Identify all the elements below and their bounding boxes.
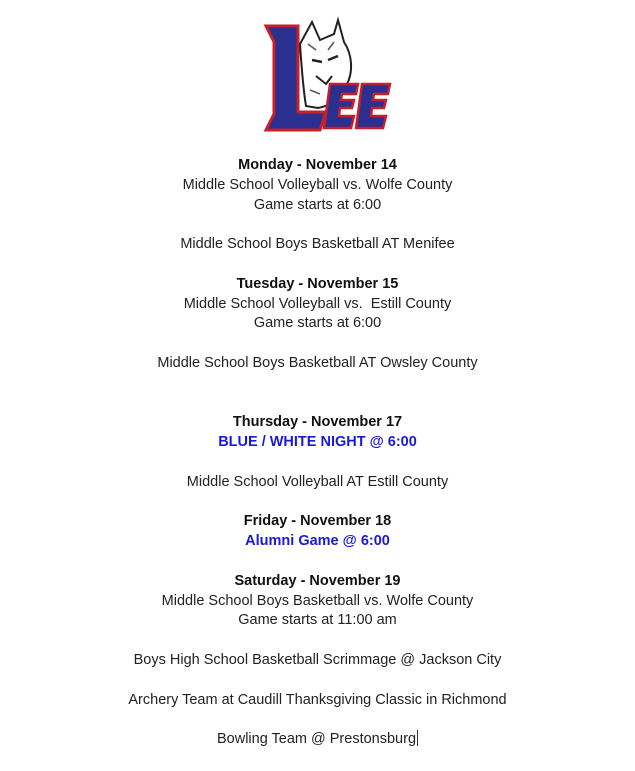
spacer: [0, 374, 635, 414]
spacer: [0, 453, 635, 473]
lee-wildcat-logo-icon: [260, 14, 400, 136]
event-line: Middle School Volleyball vs. Estill County: [183, 295, 452, 312]
highlight-event: BLUE / WHITE NIGHT @ 6:00: [218, 434, 417, 451]
day-heading: Tuesday - November 15: [236, 275, 399, 292]
event-line: Middle School Volleyball AT Estill County: [186, 473, 449, 490]
spacer: [0, 552, 635, 572]
event-line-last[interactable]: [0, 730, 635, 750]
event-line: Boys High School Basketball Scrimmage @ Jackson City: [133, 651, 502, 668]
day-heading: Monday - November 14: [238, 157, 397, 173]
spacer: [0, 255, 635, 275]
event-line: Middle School Boys Basketball vs. Wolfe County: [161, 592, 474, 609]
day-heading: Thursday - November 17: [232, 414, 403, 431]
text-cursor: [417, 730, 418, 746]
event-time: Game starts at 11:00 am: [238, 612, 397, 629]
event-line: Middle School Boys Basketball AT Menifee: [180, 236, 455, 253]
event-line: Archery Team at Caudill Thanksgiving Classic in Richmond: [128, 691, 507, 708]
day-heading: Saturday - November 19: [234, 572, 401, 589]
event-line: Middle School Volleyball vs. Wolfe County: [182, 176, 453, 193]
spacer: [0, 631, 635, 651]
day-heading: Friday - November 18: [243, 513, 392, 530]
lee-logo: [260, 14, 400, 136]
spacer: [0, 493, 635, 513]
event-time: Game starts at 6:00: [253, 315, 382, 332]
highlight-event: Alumni Game @ 6:00: [245, 533, 390, 550]
spacer: [0, 215, 635, 235]
spacer: [0, 334, 635, 354]
event-time: Game starts at 6:00: [253, 196, 382, 213]
event-schedule: [0, 156, 635, 750]
event-line: Middle School Boys Basketball AT Owsley County: [157, 354, 478, 371]
spacer: [0, 710, 635, 730]
event-line-text: Bowling Team @ Prestonsburg: [216, 731, 417, 748]
spacer: [0, 671, 635, 691]
